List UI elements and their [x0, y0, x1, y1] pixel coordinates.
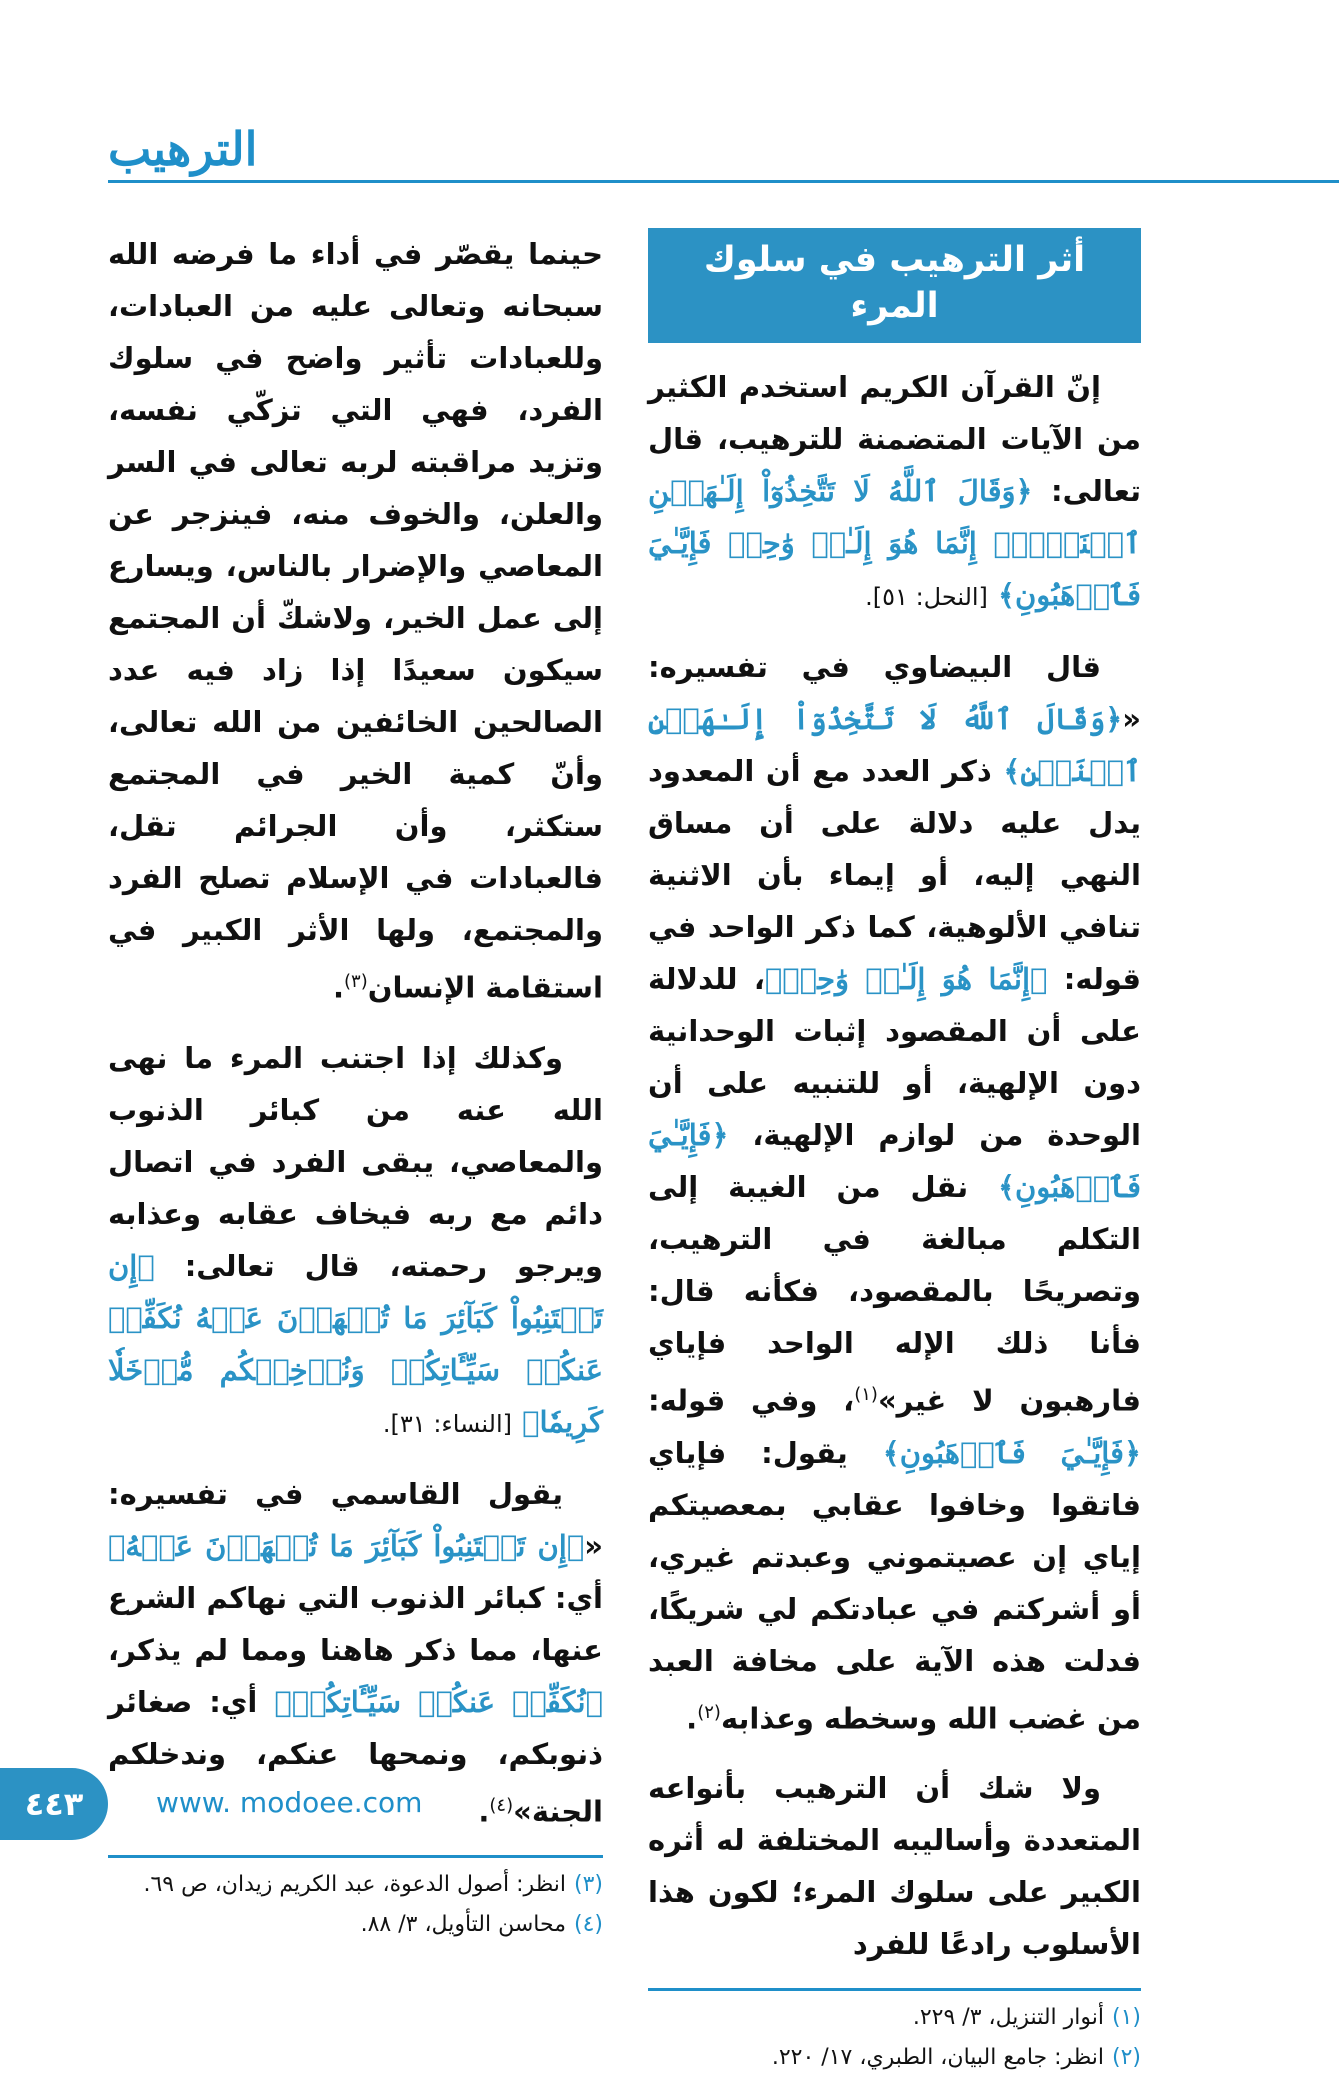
paragraph-text: يقول: فإياي فاتقوا وخافوا عقابي بمعصيتكم إياي إن عصيتموني وعبدتم غيري، أو أشركتم في عبادتكم لي شريكًا، فدلت هذه الآية على مخافة العبد من غضب الله وسخطه وعذابه: [648, 1435, 1141, 1736]
left-column: [108, 228, 603, 1948]
punctuation: .: [686, 1701, 698, 1736]
punctuation: .: [478, 1794, 490, 1829]
paragraph: [648, 641, 1141, 1744]
footnote: [648, 2041, 1141, 2075]
punctuation: .: [332, 970, 344, 1005]
verse-reference: [النساء: ٣١].: [382, 1409, 512, 1438]
paragraph-text: يقول القاسمي في تفسيره: «: [108, 1476, 603, 1563]
paragraph-text: أي: صغائر ذنوبكم، ونمحها عنكم، وندخلكم الجنة»: [108, 1684, 603, 1829]
paragraph-text: قال البيضاوي في تفسيره: «: [648, 650, 1141, 736]
footnote-text: انظر: جامع البيان، الطبري، ١٧/ ٢٢٠.: [771, 2045, 1104, 2071]
paragraph: [108, 228, 603, 1014]
paragraph-text: ، وفي قوله:: [648, 1383, 855, 1418]
footnote-text: انظر: أصول الدعوة، عبد الكريم زيدان، ص ٦٩.: [143, 1872, 566, 1898]
footnote-number: (٢): [1111, 2045, 1141, 2071]
paragraph-text: حينما يقصّر في أداء ما فرضه الله سبحانه وتعالى عليه من العبادات، وللعبادات تأثير واضح في سلوك الفرد، فهي التي تزكّي نفسه، وتزيد مراقبته لربه تعالى في السر والعلن، والخوف منه، فينزجر عن المعاصي والإضرار بالناس، ويسارع إلى عمل الخير، ولاشكّ أن المجتمع سيكون سعيدًا إذا زاد فيه عدد الصالحين الخائفين من الله تعالى، وأنّ كمية الخير في المجتمع ستكثر، وأن الجرائم تقل، فالعبادات في الإسلام تصلح الفرد والمجتمع، ولها الأثر الكبير في استقامة الإنسان: [108, 237, 603, 1005]
header-rule: [108, 180, 1339, 183]
paragraph: [108, 1468, 603, 1838]
footnote-text: أنوار التنزيل، ٣/ ٢٢٩.: [912, 2005, 1104, 2031]
page-number: ٤٤٣: [24, 1785, 84, 1823]
paragraph-text: ، للدلالة على أن المقصود إثبات الوحدانية دون الإلهية، أو للتنبيه على أن الوحدة من لوازم الإلهية،: [648, 962, 1141, 1152]
footnote-marker[interactable]: (٢): [697, 1701, 721, 1723]
footnote: [108, 1868, 603, 1902]
quran-verse: ﴿إِنَّمَا هُوَ إِلَـٰهٞ وَٰحِدٞ﴾: [764, 962, 1048, 996]
footnote: [108, 1908, 603, 1942]
verse-reference: [النحل: ٥١].: [865, 583, 988, 611]
footnote-number: (٤): [573, 1912, 603, 1938]
paragraph-text: ذكر العدد مع أن المعدود يدل عليه دلالة على أن مساق النهي إليه، أو إيماء بأن الاثنية تنافي الألوهية، كما ذكر الواحد في قوله:: [648, 754, 1141, 996]
quran-verse: ﴿فَإِيَّـٰيَ فَٱرۡهَبُونِ﴾: [882, 1435, 1141, 1470]
paragraph: [108, 1032, 603, 1450]
section-heading: أثر الترهيب في سلوك المرء: [648, 228, 1141, 343]
quran-verse: ﴿نُكَفِّرۡ عَنكُمۡ سَيِّـَٔاتِكُمۡ﴾: [274, 1684, 603, 1719]
paragraph: ولا شك أن الترهيب بأنواعه المتعددة وأساليبه المختلفة له أثره الكبير على سلوك المرء؛ لكون هذا الأسلوب رادعًا للفرد: [648, 1771, 1141, 1962]
paragraph-text: أي: كبائر الذنوب التي نهاكم الشرع عنها، مما ذكر هاهنا ومما لم يذكر،: [108, 1580, 603, 1667]
quran-verse: ﴿وَقَالَ ٱللَّهُ لَا تَتَّخِذُوٓاْ إِلَـٰهَيۡنِ ٱثۡنَيۡنِ﴾: [648, 702, 1141, 788]
right-column: [648, 228, 1141, 2081]
paragraph-text: إنّ القرآن الكريم استخدم الكثير من الآيات المتضمنة للترهيب، قال تعالى:: [648, 370, 1141, 508]
footnote-marker[interactable]: (٤): [489, 1794, 514, 1816]
footnotes: [108, 1868, 603, 1942]
footnote-text: محاسن التأويل، ٣/ ٨٨.: [360, 1912, 566, 1938]
footnotes: [648, 2001, 1141, 2075]
quran-verse: ﴿وَقَالَ ٱللَّهُ لَا تَتَّخِذُوٓاْ إِلَـٰهَيۡنِ ٱثۡنَيۡنِۖ إِنَّمَا هُوَ إِلَـٰهٞ وَٰحِدٞ فَإِيَّـٰيَ فَٱرۡهَبُونِ﴾: [648, 474, 1141, 612]
quran-verse: ﴿فَإِيَّـٰيَ فَٱرۡهَبُونِ﴾: [648, 1118, 1141, 1204]
paragraph-text: وكذلك إذا اجتنب المرء ما نهى الله عنه من كبائر الذنوب والمعاصي، يبقى الفرد في اتصال دائم مع ربه فيخاف عقابه وعذابه ويرجو رحمته، قال تعالى:: [108, 1040, 603, 1283]
footnote-marker[interactable]: (١): [854, 1384, 878, 1405]
quran-verse: ﴿إِن تَجۡتَنِبُواْ كَبَآئِرَ مَا تُنۡهَوۡنَ عَنۡهُ نُكَفِّرۡ عَنكُمۡ سَيِّـَٔاتِكُمۡ وَنُدۡخِلۡكُم مُّدۡخَلٗا كَرِيمٗا﴾: [108, 1248, 603, 1439]
footnote: [648, 2001, 1141, 2035]
running-header-title: الترهيب: [108, 122, 258, 176]
footnote-marker[interactable]: (٣): [343, 971, 368, 992]
paragraph: [648, 361, 1141, 623]
footnote-number: (١): [1111, 2005, 1141, 2031]
footnote-number: (٣): [573, 1872, 603, 1898]
paragraph-text: نقل من الغيبة إلى التكلم مبالغة في الترهيب، وتصريحًا بالمقصود، فكأنه قال: فأنا ذلك الإله الواحد فإياي فارهبون لا غير»: [648, 1170, 1141, 1418]
page-number-badge: [0, 1768, 108, 1840]
footnote-rule: [648, 1988, 1141, 1991]
website-link[interactable]: www. modoee.com: [156, 1786, 423, 1819]
quran-verse: ﴿إِن تَجۡتَنِبُواْ كَبَآئِرَ مَا تُنۡهَوۡنَ عَنۡهُ﴾: [108, 1528, 585, 1563]
footnote-rule: [108, 1855, 603, 1858]
